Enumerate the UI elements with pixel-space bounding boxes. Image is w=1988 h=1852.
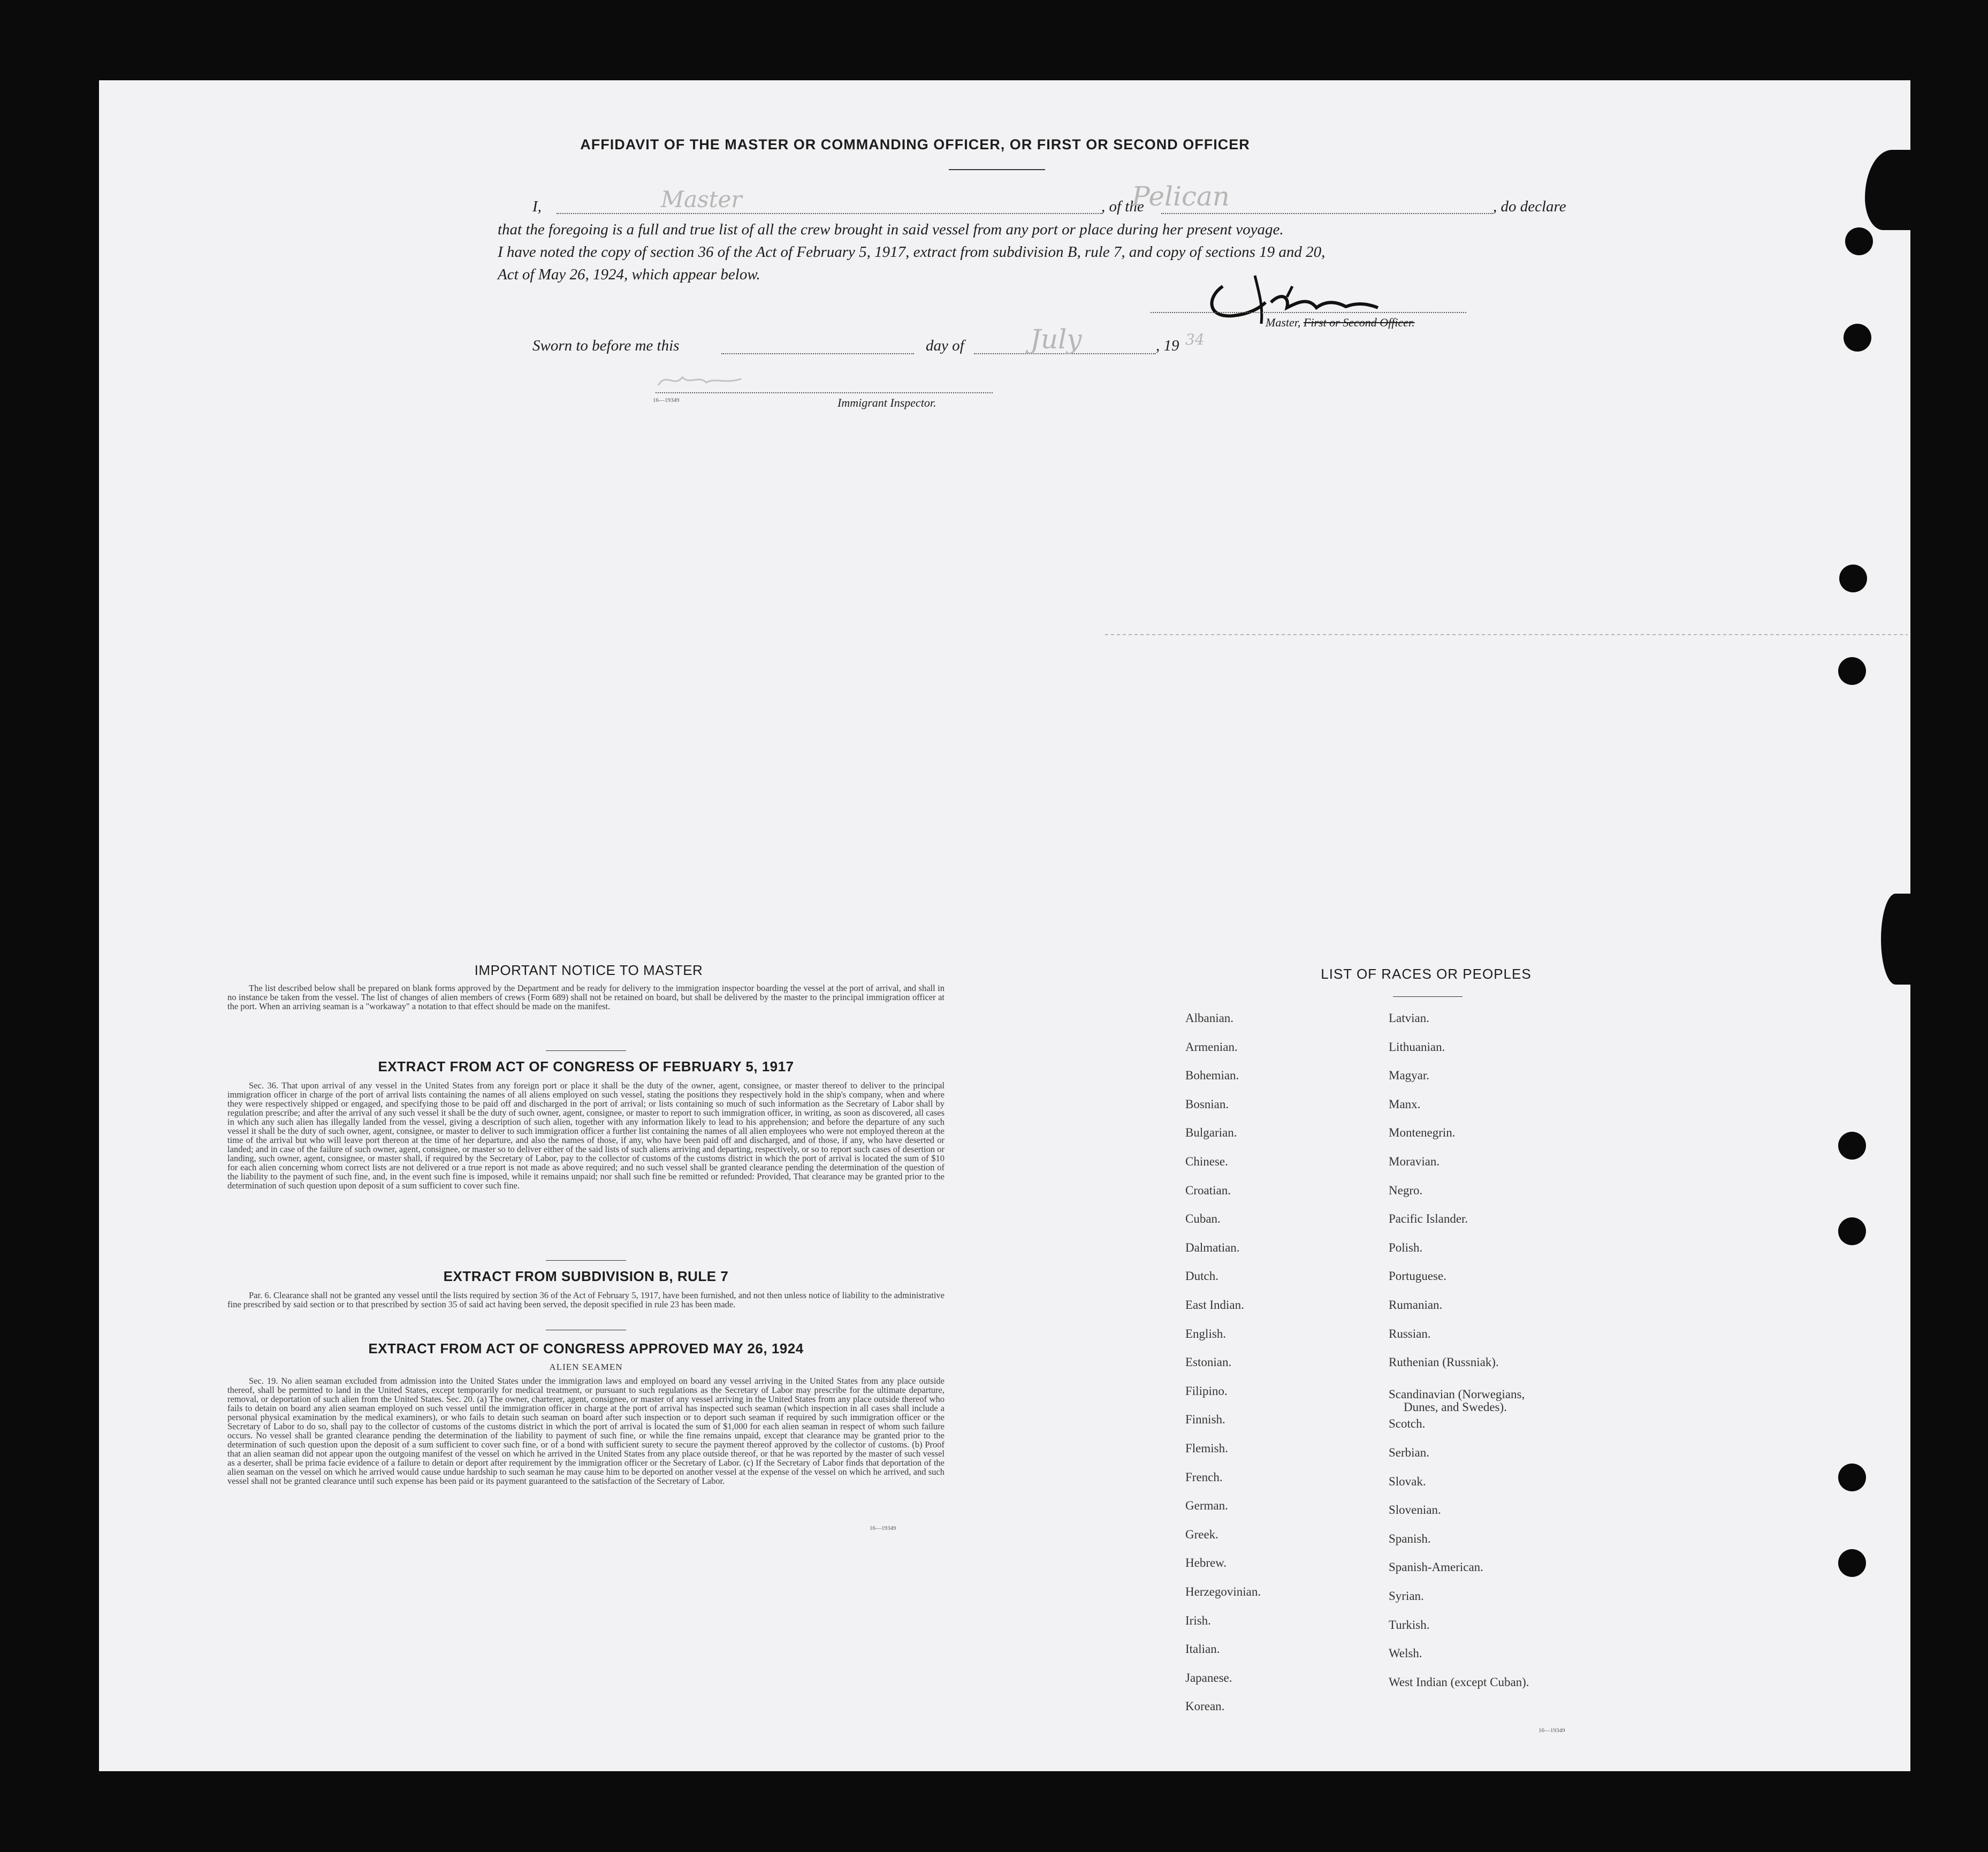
affidavit-line-3: I have noted the copy of section 36 of the Act of February 5, 1917, extract from subdivision B, rule 7, and copy of sections 19 and 20, — [498, 243, 1326, 261]
race-item-right: Magyar. — [1389, 1069, 1430, 1083]
races-form-number: 16—19349 — [1538, 1727, 1565, 1734]
race-item-right: Pacific Islander. — [1389, 1212, 1468, 1226]
name-blank — [557, 213, 1102, 214]
race-item-right: Moravian. — [1389, 1155, 1440, 1168]
race-item-right: Rumanian. — [1389, 1298, 1443, 1312]
inspector-label: Immigrant Inspector. — [837, 396, 936, 409]
race-item-right: Scandinavian (Norwegians, — [1389, 1387, 1525, 1401]
affidavit-line-4: Act of May 26, 1924, which appear below. — [498, 266, 760, 283]
race-item-right: Latvian. — [1389, 1011, 1429, 1025]
extract-form-number: 16—19349 — [870, 1525, 896, 1531]
race-item-left: Dalmatian. — [1185, 1240, 1240, 1254]
race-item-right: Syrian. — [1389, 1589, 1424, 1603]
race-item-right: Manx. — [1389, 1097, 1421, 1111]
signature-caption-struck: First or Second Officer. — [1303, 316, 1415, 329]
handwritten-name: Master — [661, 186, 742, 212]
race-item-right: Portuguese. — [1389, 1269, 1446, 1283]
race-item-right: Russian. — [1389, 1327, 1431, 1340]
page-crease — [1105, 634, 1908, 635]
race-item-right: Negro. — [1389, 1183, 1423, 1197]
extract-1924-body: Sec. 19. No alien seaman excluded from admission into the United States under the immigration laws and employed on board any vessel arriving in the United States from any place outside thereof, shall be permitted to land in the United States, except temporarily for medical treatment, or pursuant to such regulations as the Secretary of Labor may prescribe for the ultimate departure, removal, or deportation of such alien from the United States. Sec. 20. (a) The owner, charterer, agent, consignee, or master of any vessel arriving in the United States from any place outside thereof who fails to detain on board any alien seaman employed on such vessel until the immigration officer in charge at the port of arrival has inspected such seaman (which inspection in all cases shall include a personal physical examination by the medical examiners), or who fails to detain such seaman on board after such inspection or to deport such seaman if required by such immigration officer or the Secretary of Labor to do so, shall pay to the collector of customs of the customs district in which the port of arrival is located the sum of $1,000 for each alien seaman in respect of whom such failure occurs. No vessel shall be granted clearance pending the determination of the liability to payment of such fine, or while the fine remains unpaid, except that clearance may be granted prior to the determination of such question upon the deposit of a sum sufficient to cover such fine, or of a bond with sufficient surety to secure the payment thereof approved by the collector of customs. (b) Proof that an alien seaman did not appear upon the outgoing manifest of the vessel on which he arrived in the United States from any place outside thereof, or that he was reported by the master of such vessel as a deserter, shall be prima facie evidence of a failure to detain or deport after requirement by the immigration officer or the Secretary of Labor. (c) If the Secretary of Labor finds that deportation of the alien seaman on the vessel on which he arrived would cause undue hardship to such seaman he may cause him to be deported on another vessel at the expense of the vessel on which he arrived, and such vessel shall not be granted clearance until such expense has been paid or its payment guaranteed to the satisfaction of the Secretary of Labor. — [227, 1376, 945, 1486]
document-page — [99, 80, 1910, 1771]
handwritten-vessel: Pelican — [1132, 181, 1230, 212]
race-item-left: French. — [1185, 1470, 1223, 1484]
race-item-left: Estonian. — [1185, 1355, 1232, 1369]
affidavit-title: AFFIDAVIT OF THE MASTER OR COMMANDING OFFICER, OR FIRST OR SECOND OFFICER — [580, 136, 1250, 153]
extract-rule7-body: Par. 6. Clearance shall not be granted any vessel until the lists required by section 36 of the Act of February 5, 1917, have been furnished, and not then unless notice of liability to the administrative fine prescribed by said section or to that prescribed by section 35 of said act having been served, the deposit specified in rule 23 has been made. — [227, 1290, 945, 1309]
notice-divider — [546, 1050, 626, 1051]
race-item-left: Japanese. — [1185, 1671, 1232, 1685]
binder-hole — [1838, 1217, 1866, 1245]
race-item-right: Montenegrin. — [1389, 1126, 1456, 1140]
binder-hole — [1845, 227, 1873, 255]
race-item-right: Turkish. — [1389, 1618, 1430, 1632]
race-item-left: German. — [1185, 1499, 1228, 1513]
extract-1917-body: Sec. 36. That upon arrival of any vessel in the United States from any foreign port or place it shall be the duty of the owner, agent, consignee, or master thereof to deliver to the principal immigration officer in charge of the port of arrival lists containing the names of all aliens employed on such vessel, stating the positions they respectively hold in the ship's company, when and where they were respectively shipped or engaged, and specifying those to be paid off and discharged in the port of arrival; or lists containing so much of such information as the Secretary of Labor shall by regulation prescribe; and after the arrival of any such vessel it shall be the duty of such owner, agent, consignee, or master to report to such immigration officer, in writing, as soon as discovered, all cases in which any such alien has illegally landed from the vessel, giving a description of such alien, together with any information likely to lead to his apprehension; and before the departure of any such vessel it shall be the duty of such owner, agent, consignee, or master to deliver to such immigration officer a further list containing the names of all alien employees who were not employed thereon at the time of the arrival but who will leave port thereon at the time of her departure, and also the names of those, if any, who have been paid off and discharged, and of those, if any, who have deserted or landed; and in case of the failure of such owner, agent, consignee, or master so to deliver either of the said lists of such aliens arriving and departing, respectively, or so to report such cases of desertion or landing, such owner, agent, consignee, or master shall, if required by the Secretary of Labor, pay to the collector of customs of the customs district in which the port of arrival is located the sum of $10 for each alien concerning whom correct lists are not delivered or a true report is not made as above required; and no such vessel shall be granted clearance pending the determination of the question of the liability to the payment of such fine, and, in the event such fine is imposed, while it remains unpaid; nor shall such fine be remitted or refunded: Provided, That clearance may be granted prior to the determination of such question upon deposit of a sum sufficient to cover such fine. — [227, 1080, 945, 1191]
race-item-left: Bohemian. — [1185, 1069, 1239, 1083]
race-item-right: Spanish. — [1389, 1531, 1431, 1545]
race-item-left: Bulgarian. — [1185, 1126, 1237, 1140]
affidavit-form-number: 16—19349 — [653, 397, 680, 403]
race-item-left: Dutch. — [1185, 1269, 1218, 1283]
affidavit-i-label: I, — [532, 198, 542, 215]
race-item-left: Filipino. — [1185, 1384, 1228, 1398]
affidavit-line-2: that the foregoing is a full and true list of all the crew brought in said vessel from any port or place during her present voyage. — [498, 221, 1284, 238]
race-item-left: Albanian. — [1185, 1011, 1234, 1025]
notice-body: The list described below shall be prepared on blank forms approved by the Department and be ready for delivery to the immigration inspector boarding the vessel at the port of arrival, and shall in no instance be taken from the vessel. The list of changes of alien members of crews (Form 689) shall not be retained on board, but shall be delivered by the master to the principal immigration officer at the port. When an arriving seaman is a "workaway" a notation to that effect should be made on the manifest. — [227, 983, 945, 1011]
vessel-blank — [1161, 213, 1493, 214]
handwritten-year: 34 — [1185, 331, 1205, 348]
race-item-right: Polish. — [1389, 1240, 1423, 1254]
torn-corner — [1865, 150, 1910, 230]
race-item-right: Lithuanian. — [1389, 1040, 1445, 1054]
race-item-left: Croatian. — [1185, 1183, 1231, 1197]
handwritten-month: July — [1030, 324, 1082, 355]
race-item-left: English. — [1185, 1327, 1227, 1340]
race-item-right: Spanish-American. — [1389, 1560, 1483, 1574]
binder-hole — [1838, 1464, 1866, 1491]
race-item-right: West Indian (except Cuban). — [1389, 1675, 1529, 1689]
race-item-right: Scotch. — [1389, 1417, 1426, 1431]
race-item-left: Greek. — [1185, 1527, 1218, 1541]
signature-caption-master: Master, — [1266, 316, 1304, 329]
race-item-left: Armenian. — [1185, 1040, 1238, 1054]
inspector-blank — [656, 392, 993, 393]
race-item-left: Irish. — [1185, 1613, 1211, 1627]
race-item-right: Slovenian. — [1389, 1503, 1441, 1517]
race-item-left: Korean. — [1185, 1699, 1225, 1713]
race-item-left: East Indian. — [1185, 1298, 1244, 1312]
torn-edge — [1881, 894, 1910, 985]
extract-1917-divider — [546, 1260, 626, 1261]
inspector-signature-scribble — [656, 369, 747, 391]
extract-rule7-title: EXTRACT FROM SUBDIVISION B, RULE 7 — [443, 1268, 729, 1284]
binder-hole — [1844, 324, 1871, 352]
races-divider — [1393, 996, 1463, 997]
signature-caption — [1266, 316, 1415, 330]
race-item-left: Herzegovinian. — [1185, 1585, 1261, 1598]
race-item-right: Slovak. — [1389, 1474, 1426, 1488]
binder-hole — [1839, 565, 1867, 592]
year-prefix: , 19 — [1156, 337, 1179, 354]
race-item-right: Welsh. — [1389, 1647, 1422, 1660]
races-title: LIST OF RACES OR PEOPLES — [1321, 966, 1532, 982]
race-item-left: Chinese. — [1185, 1155, 1228, 1168]
notice-title: IMPORTANT NOTICE TO MASTER — [474, 962, 703, 978]
extract-1924-subtitle: ALIEN SEAMEN — [549, 1362, 623, 1372]
race-item-right: Ruthenian (Russniak). — [1389, 1355, 1499, 1369]
sworn-label: Sworn to before me this — [532, 337, 680, 354]
of-the-label: , of the — [1101, 198, 1144, 215]
race-item-left: Bosnian. — [1185, 1097, 1229, 1111]
race-item-left: Hebrew. — [1185, 1556, 1227, 1570]
signature-blank — [1151, 312, 1466, 313]
title-divider — [949, 169, 1045, 170]
race-item-right: Serbian. — [1389, 1446, 1430, 1459]
do-declare-label: , do declare — [1493, 198, 1566, 215]
day-of-label: day of — [926, 337, 964, 354]
day-blank — [721, 353, 914, 354]
extract-1917-title: EXTRACT FROM ACT OF CONGRESS OF FEBRUARY 5, 1917 — [378, 1058, 794, 1074]
binder-hole — [1838, 1549, 1866, 1577]
binder-hole — [1838, 1132, 1866, 1160]
race-item-left: Flemish. — [1185, 1442, 1228, 1455]
race-item-right: Dunes, and Swedes). — [1404, 1400, 1507, 1414]
binder-hole — [1838, 657, 1866, 685]
race-item-left: Finnish. — [1185, 1413, 1225, 1427]
extract-1924-title: EXTRACT FROM ACT OF CONGRESS APPROVED MAY 26, 1924 — [368, 1340, 804, 1356]
race-item-left: Italian. — [1185, 1642, 1220, 1656]
race-item-left: Cuban. — [1185, 1212, 1221, 1226]
